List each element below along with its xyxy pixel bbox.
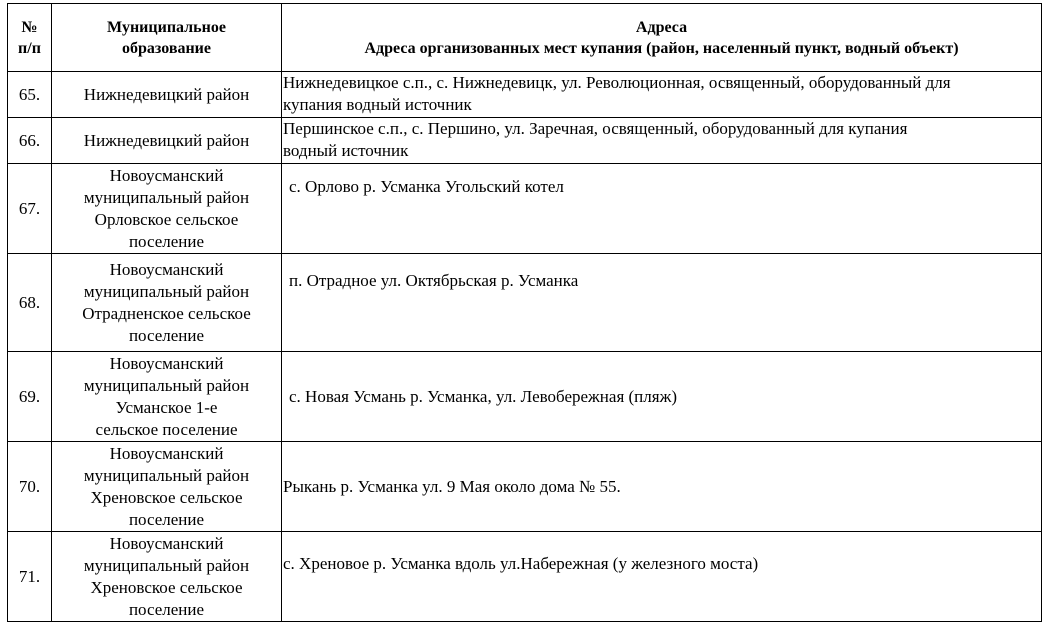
header-municipality-line: образование	[121, 39, 211, 57]
municipality-line: муниципальный район	[83, 187, 250, 207]
table-row	[8, 352, 1042, 442]
row-number: 69.	[8, 352, 52, 442]
address-line: водный источник	[283, 141, 409, 160]
municipality-line: поселение	[128, 231, 205, 251]
header-municipality-line: Муниципальное	[107, 18, 226, 36]
header-address	[282, 4, 1042, 72]
address-line: купания водный источник	[283, 95, 472, 114]
municipality-line: Новоусманский	[109, 443, 224, 463]
header-number-line: п/п	[18, 39, 41, 57]
municipality-line: муниципальный район	[83, 555, 250, 575]
address-line: Рыкань р. Усманка ул. 9 Мая около дома № 55.	[283, 476, 621, 496]
municipality-line: муниципальный район	[83, 281, 250, 301]
row-address	[282, 164, 1042, 254]
bathing-places-table	[7, 3, 1042, 622]
municipality-line: Орловское сельское	[94, 209, 239, 229]
row-address	[282, 442, 1042, 532]
municipality-line: поселение	[128, 599, 205, 619]
municipality-line: Хреновское сельское	[90, 487, 243, 507]
row-number: 65.	[8, 72, 52, 118]
row-number: 70.	[8, 442, 52, 532]
row-municipality	[52, 442, 282, 532]
municipality-line: поселение	[128, 509, 205, 529]
municipality-line: Нижнедевицкий район	[83, 130, 250, 150]
municipality-line: Отрадненское сельское	[82, 303, 251, 323]
row-municipality	[52, 118, 282, 164]
municipality-line: Усманское 1-е	[115, 397, 218, 417]
row-municipality	[52, 254, 282, 352]
municipality-line: Нижнедевицкий район	[83, 84, 250, 104]
address-line: с. Орлово р. Усманка Угольский котел	[289, 177, 564, 196]
row-number: 67.	[8, 164, 52, 254]
header-address-line: Адреса организованных мест купания (район, населенный пункт, водный объект)	[364, 39, 959, 57]
row-address	[282, 118, 1042, 164]
address-line: Нижнедевицкое с.п., с. Нижнедевицк, ул. Революционная, освященный, оборудованный для	[283, 73, 951, 92]
municipality-line: сельское поселение	[95, 419, 238, 439]
row-address	[282, 352, 1042, 442]
address-line: с. Новая Усмань р. Усманка, ул. Левобережная (пляж)	[289, 386, 677, 406]
header-municipality	[52, 4, 282, 72]
row-address	[282, 72, 1042, 118]
row-number: 66.	[8, 118, 52, 164]
row-municipality	[52, 164, 282, 254]
municipality-line: Хреновское сельское	[90, 577, 243, 597]
municipality-line: Новоусманский	[109, 533, 224, 553]
row-number: 68.	[8, 254, 52, 352]
municipality-line: поселение	[128, 325, 205, 345]
table-row	[8, 532, 1042, 622]
row-number: 71.	[8, 532, 52, 622]
table-row	[8, 254, 1042, 352]
row-address	[282, 254, 1042, 352]
table-row	[8, 118, 1042, 164]
municipality-line: Новоусманский	[109, 353, 224, 373]
table-row	[8, 72, 1042, 118]
table-row	[8, 164, 1042, 254]
municipality-line: муниципальный район	[83, 375, 250, 395]
row-address	[282, 532, 1042, 622]
header-address-line: Адреса	[635, 18, 688, 36]
row-municipality	[52, 352, 282, 442]
address-line: п. Отрадное ул. Октябрьская р. Усманка	[289, 271, 579, 290]
municipality-line: Новоусманский	[109, 165, 224, 185]
table-header-row	[8, 4, 1042, 72]
address-line: с. Хреновое р. Усманка вдоль ул.Набережная (у железного моста)	[283, 554, 759, 573]
row-municipality	[52, 72, 282, 118]
municipality-line: муниципальный район	[83, 465, 250, 485]
row-municipality	[52, 532, 282, 622]
address-line: Першинское с.п., с. Першино, ул. Заречная, освященный, оборудованный для купания	[283, 119, 908, 138]
municipality-line: Новоусманский	[109, 259, 224, 279]
header-number	[8, 4, 52, 72]
table-row	[8, 442, 1042, 532]
header-number-line: №	[21, 18, 38, 36]
